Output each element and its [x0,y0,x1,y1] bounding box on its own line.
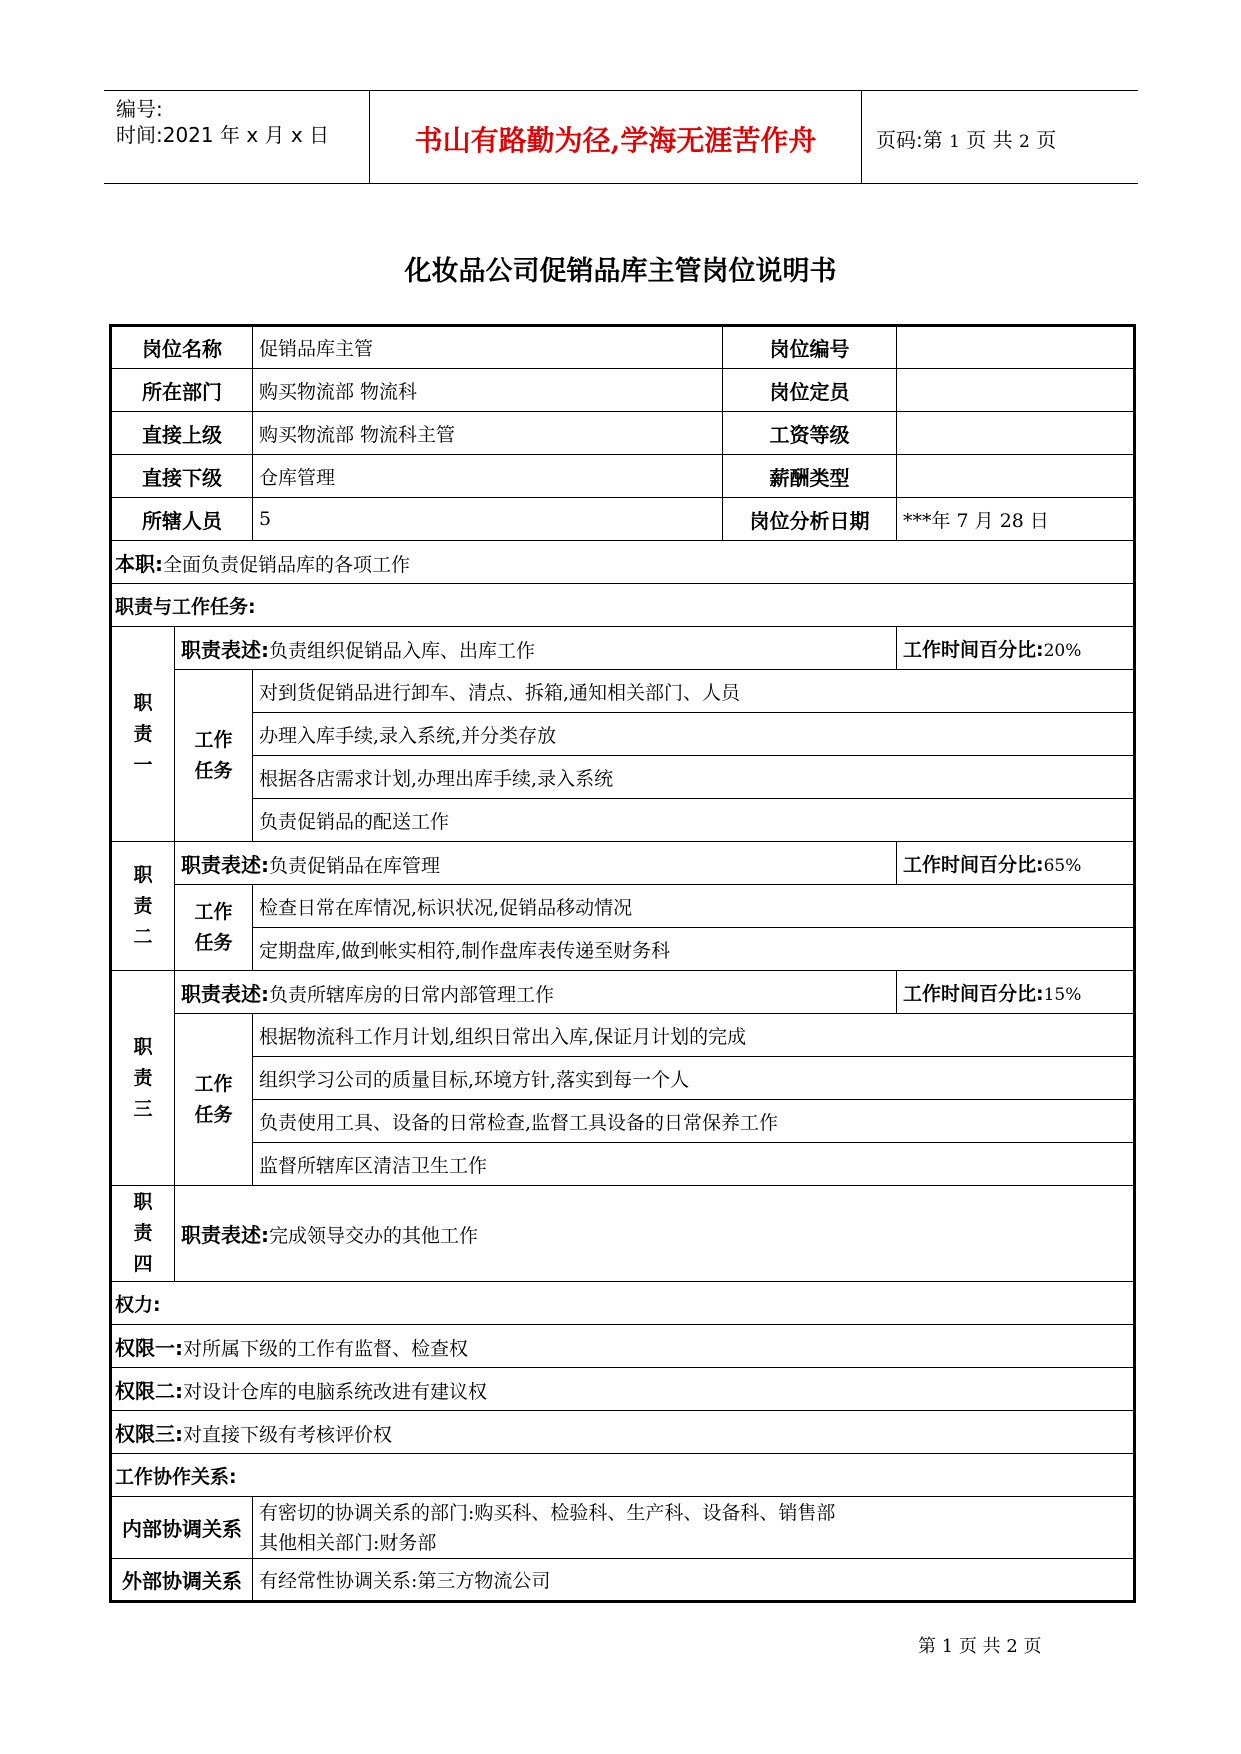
page-header [104,90,1138,184]
powers-header-row [111,1282,1135,1325]
info-row [111,412,1135,455]
pay-type-value [897,455,1135,498]
duty-1-pct-cell [897,627,1135,670]
page-mid: 页 共 [966,128,1013,152]
position-name-value: 促销品库主管 [253,326,723,369]
duty-1-pct: 20% [1043,640,1082,661]
power-1: 权限一:对所属下级的工作有监督、检查权 [111,1325,1135,1368]
task-item: 办理入库手续,录入系统,并分类存放 [253,713,1135,756]
supervisor-value: 购买物流部 物流科主管 [253,412,723,455]
duty-1-task-label: 工作 任务 [175,670,253,842]
info-row [111,369,1135,412]
page-indicator [876,124,1056,153]
desc-label: 职责表述: [181,981,269,1006]
duty-2-desc: 负责促销品在库管理 [269,854,441,877]
department-label: 所在部门 [111,369,253,412]
pct-label: 工作时间百分比: [903,982,1044,1005]
pct-label: 工作时间百分比: [903,853,1044,876]
duty-1-desc-cell [175,627,897,670]
task-item: 根据各店需求计划,办理出库手续,录入系统 [253,756,1135,799]
duty-main-label: 本职: [115,551,163,576]
header-motto-cell [370,91,862,183]
duty-2-desc-cell [175,842,897,885]
duty-3-desc: 负责所辖库房的日常内部管理工作 [269,983,555,1006]
task-row [111,670,1135,713]
task-row [111,885,1135,928]
duty-2-label: 职 责 二 [111,842,175,971]
department-value: 购买物流部 物流科 [253,369,723,412]
relations-header: 工作协作关系: [111,1454,1135,1497]
duty-1-label: 职 责 一 [111,627,175,842]
header-left-cell [104,91,370,183]
duty-main-cell [111,541,1135,584]
salary-grade-label: 工资等级 [723,412,897,455]
task-row [111,1014,1135,1057]
duty-2-task-label: 工作 任务 [175,885,253,971]
power-3: 权限三:对直接下级有考核评价权 [111,1411,1135,1454]
external-relations-value: 有经常性协调关系:第三方物流公司 [253,1559,1135,1602]
job-description-table [109,324,1136,1603]
subordinate-value: 仓库管理 [253,455,723,498]
duty-2-pct-cell [897,842,1135,885]
task-item: 检查日常在库情况,标识状况,促销品移动情况 [253,885,1135,928]
position-code-value [897,326,1135,369]
task-item: 定期盘库,做到帐实相符,制作盘库表传递至财务科 [253,928,1135,971]
subordinate-label: 直接下级 [111,455,253,498]
duty-4-desc-cell [175,1186,1135,1282]
supervisor-label: 直接上级 [111,412,253,455]
headcount-value [897,369,1135,412]
power-row [111,1411,1135,1454]
pay-type-label: 薪酬类型 [723,455,897,498]
powers-header: 权力: [111,1282,1135,1325]
task-item: 对到货促销品进行卸车、清点、拆箱,通知相关部门、人员 [253,670,1135,713]
external-relations-label: 外部协调关系 [111,1559,253,1602]
task-item: 监督所辖库区清洁卫生工作 [253,1143,1135,1186]
internal-relations-label: 内部协调关系 [111,1497,253,1559]
duty-4-label: 职 责 四 [111,1186,175,1282]
duty-3-desc-cell [175,971,897,1014]
desc-label: 职责表述: [181,637,269,662]
duty-desc-row [111,842,1135,885]
power-row [111,1325,1135,1368]
task-item: 组织学习公司的质量目标,环境方针,落实到每一个人 [253,1057,1135,1100]
document-title: 化妆品公司促销品库主管岗位说明书 [404,256,837,287]
info-row [111,455,1135,498]
task-row [111,928,1135,971]
duty-3-pct-cell [897,971,1135,1014]
duty-desc-row [111,627,1135,670]
position-name-label: 岗位名称 [111,326,253,369]
external-relations-row [111,1559,1135,1602]
task-item: 负责使用工具、设备的日常检查,监督工具设备的日常保养工作 [253,1100,1135,1143]
analysis-date-label: 岗位分析日期 [723,498,897,541]
info-row [111,326,1135,369]
duty-1-desc: 负责组织促销品入库、出库工作 [269,639,536,662]
internal-relations-row [111,1497,1135,1559]
headcount-label: 岗位定员 [723,369,897,412]
page-number: 1 [949,132,960,152]
duty-desc-row [111,1186,1135,1282]
task-row [111,756,1135,799]
page-total: 2 [1019,132,1030,152]
duty-desc-row [111,971,1135,1014]
task-row [111,799,1135,842]
time-label: 时间:2021 年 x 月 x 日 [116,123,330,147]
desc-label: 职责表述: [181,1223,269,1247]
duties-header: 职责与工作任务: [111,584,1135,627]
duty-3-task-label: 工作 任务 [175,1014,253,1186]
duty-4-desc: 完成领导交办的其他工作 [269,1225,479,1247]
internal-relations-value: 有密切的协调关系的部门:购买科、检验科、生产科、设备科、销售部 其他相关部门:财务部 [253,1497,1135,1559]
salary-grade-value [897,412,1135,455]
staff-count-label: 所辖人员 [111,498,253,541]
task-item: 负责促销品的配送工作 [253,799,1135,842]
task-item: 根据物流科工作月计划,组织日常出入库,保证月计划的完成 [253,1014,1135,1057]
serial-label: 编号: [116,97,163,121]
desc-label: 职责表述: [181,852,269,877]
relations-header-row [111,1454,1135,1497]
power-2: 权限二:对设计仓库的电脑系统改进有建议权 [111,1368,1135,1411]
staff-count-value: 5 [253,498,723,541]
duty-3-label: 职 责 三 [111,971,175,1186]
power-row [111,1368,1135,1411]
position-code-label: 岗位编号 [723,326,897,369]
duty-main-row [111,541,1135,584]
task-row [111,713,1135,756]
page-footer: 第 1 页 共 2 页 [918,1636,1042,1657]
task-row [111,1100,1135,1143]
task-row [111,1057,1135,1100]
duty-main-text: 全面负责促销品库的各项工作 [163,553,411,576]
task-row [111,1143,1135,1186]
pct-label: 工作时间百分比: [903,638,1044,661]
duty-3-pct: 15% [1043,984,1082,1005]
page-label: 页码:第 [876,128,943,152]
duties-header-row [111,584,1135,627]
header-page-cell [862,91,1138,183]
duty-2-pct: 65% [1043,855,1082,876]
page-end: 页 [1036,128,1057,152]
motto: 书山有路勤为径,学海无涯苦作舟 [414,124,817,157]
info-row [111,498,1135,541]
analysis-date-value: ***年 7 月 28 日 [897,498,1135,541]
